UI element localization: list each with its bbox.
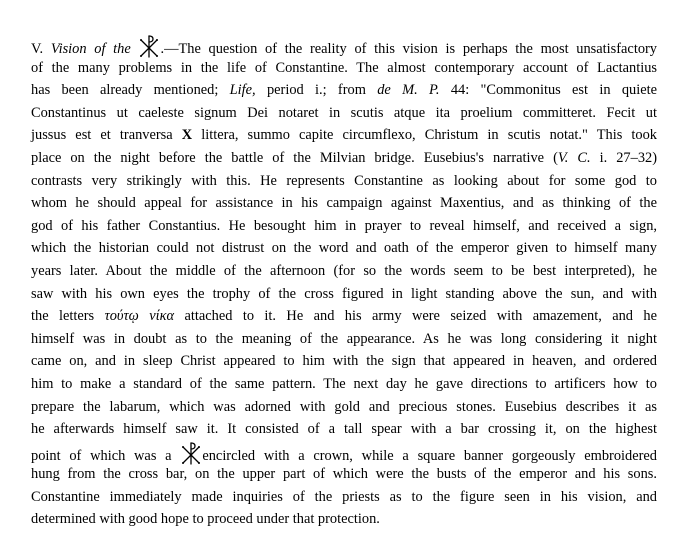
italic-reference: V. C.: [557, 149, 591, 166]
text-line-5: jussus est et tranversa X littera, summo capite circumflexo, Christum in scutis notat." This took: [31, 127, 657, 144]
text-line-18: he afterwards himself saw it. It consisted of a tall spear with a bar crossing it, on the highest: [31, 421, 657, 438]
text-line-2: of the many problems in the life of Constantine. The almost contemporary account of Lactantius: [31, 59, 657, 76]
text-line-13: the letters τούτῳ νίκα attached to it. He and his army were seized with amazement, and he: [31, 308, 657, 325]
document-body: [31, 34, 657, 531]
italic-reference: de M. P.: [377, 82, 440, 99]
text-line-9: god of his father Constantius. He besought him in prayer to reveal himself, and received a sign,: [31, 217, 657, 234]
bold-letter: X: [181, 127, 193, 144]
chi-rho-icon: [138, 34, 160, 58]
chi-rho-icon: [180, 441, 202, 465]
section-title: Vision of the: [50, 41, 131, 57]
text-line-20: hung from the cross bar, on the upper part of which were the busts of the emperor and his sons.: [31, 466, 657, 483]
text-line-10: which the historian could not distrust on the word and oath of the emperor given to himself many: [31, 240, 657, 257]
text-line-19: point of which was a encircled with a crown, while a square banner gorgeously embroidered: [31, 441, 657, 464]
italic-reference: Life,: [229, 82, 256, 99]
text-line-1: V. Vision of the .—The question of the reality of this vision is perhaps the most unsatisfactory: [31, 34, 657, 57]
text-line-21: Constantine immediately made inquiries of the priests as to the figure seen in his vision, and: [31, 488, 657, 505]
text-line-15: came on, and in sleep Christ appeared to him with the sign that appeared in heaven, and ordered: [31, 353, 657, 370]
text-line-7: contrasts very strikingly with this. He represents Constantine as looking about for some god to: [31, 172, 657, 189]
text-line-4: Constantinus ut caeleste signum Dei notaret in scutis atque ita proelium committeret. Fecit ut: [31, 104, 657, 121]
text-line-3: has been already mentioned; Life, period i.; from de M. P. 44: "Commonitus est in quiete: [31, 82, 657, 99]
text-line-17: prepare the labarum, which was adorned with gold and precious stones. Eusebius describes it as: [31, 398, 657, 415]
text-line-22: determined with good hope to proceed under that protection.: [31, 511, 380, 528]
text-line-11: years later. About the middle of the afternoon (for so the words seem to be best interpreted), he: [31, 262, 657, 279]
text-line-12: saw with his own eyes the trophy of the cross figured in light standing above the sun, and with: [31, 285, 657, 302]
text-line-14: himself was in doubt as to the meaning of the appearance. As he was long considering it night: [31, 330, 657, 347]
greek-phrase: τούτῳ νίκα: [104, 308, 175, 325]
section-number: V.: [31, 41, 51, 57]
text-line-6: place on the night before the battle of the Milvian bridge. Eusebius's narrative (V. C. i. 27–32): [31, 149, 658, 166]
text-line-8: whom he should appeal for assistance in his campaign against Maxentius, and as thinking of the: [31, 195, 657, 212]
text-line-16: him to make a standard of the same pattern. The next day he gave directions to artificers how to: [31, 375, 657, 392]
